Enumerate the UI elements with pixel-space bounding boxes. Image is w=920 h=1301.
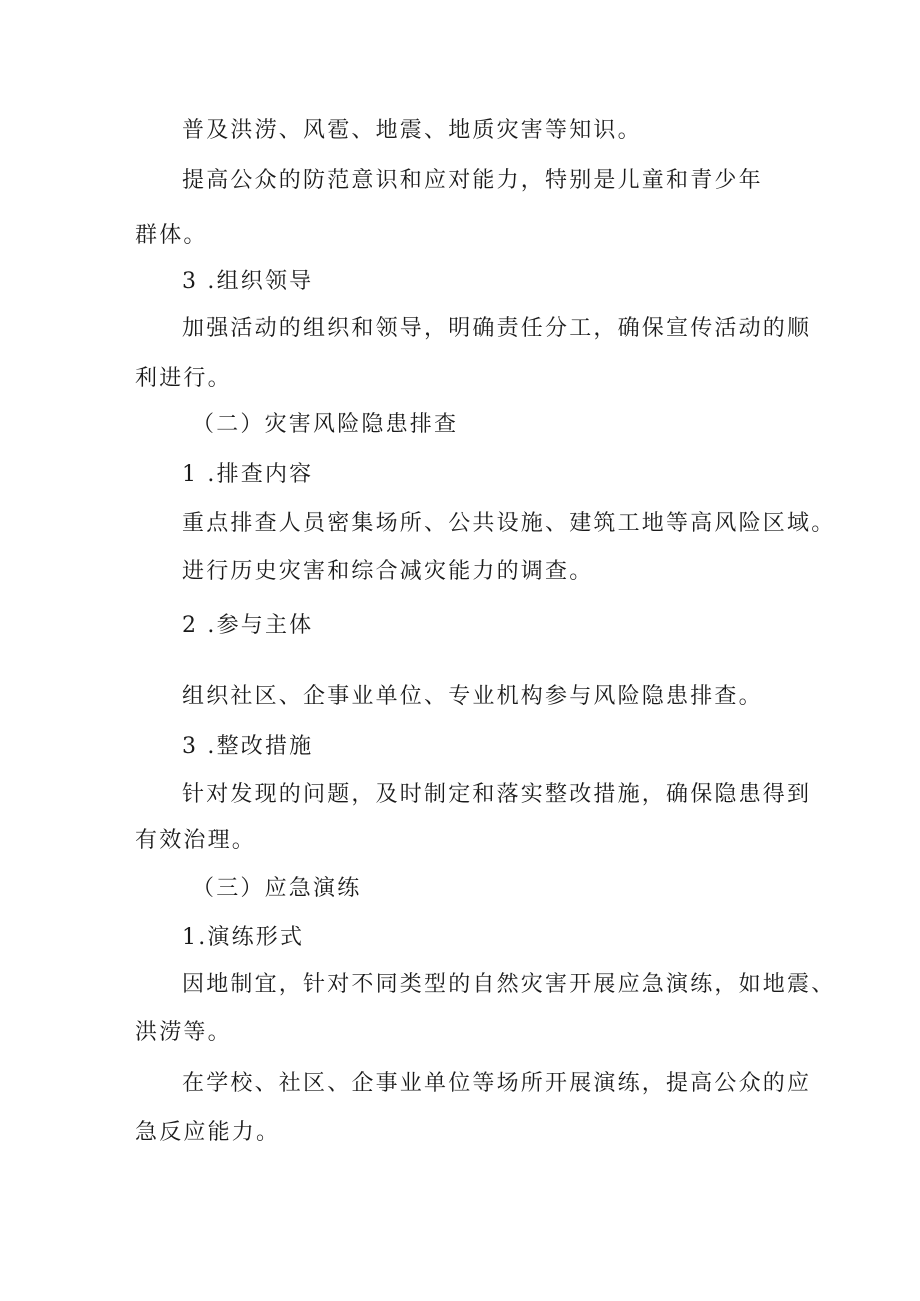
- paragraph-line: 组织社区、企事业单位、专业机构参与风险隐患排查。: [182, 684, 763, 709]
- paragraph-line: 利进行。: [135, 366, 232, 391]
- paragraph-line: 提高公众的防范意识和应对能力，特别是儿童和青少年: [182, 168, 763, 193]
- section-heading: 1 .排查内容: [182, 462, 314, 487]
- paragraph-line: 洪涝等。: [135, 1020, 232, 1045]
- subsection-heading: （三）应急演练: [192, 876, 362, 901]
- section-heading: 2 .参与主体: [182, 613, 314, 638]
- paragraph-line: 普及洪涝、风雹、地震、地质灾害等知识。: [182, 118, 642, 143]
- paragraph-line: 重点排查人员密集场所、公共设施、建筑工地等高风险区域。: [182, 511, 836, 536]
- paragraph-line: 进行历史灾害和综合减灾能力的调查。: [182, 559, 594, 584]
- paragraph-line: 群体。: [135, 223, 208, 248]
- section-heading: 3 .组织领导: [182, 269, 314, 294]
- paragraph-line: 有效治理。: [135, 828, 257, 853]
- paragraph-line: 在学校、社区、企事业单位等场所开展演练，提高公众的应: [182, 1071, 812, 1096]
- section-heading: 1.演练形式: [182, 925, 305, 950]
- paragraph-line: 加强活动的组织和领导，明确责任分工，确保宣传活动的顺: [182, 316, 812, 341]
- section-heading: 3 .整改措施: [182, 734, 314, 759]
- paragraph-line: 因地制宜，针对不同类型的自然灾害开展应急演练，如地震、: [182, 972, 836, 997]
- paragraph-line: 针对发现的问题，及时制定和落实整改措施，确保隐患得到: [182, 782, 812, 807]
- paragraph-line: 急反应能力。: [135, 1120, 281, 1145]
- subsection-heading: （二）灾害风险隐患排查: [192, 412, 459, 437]
